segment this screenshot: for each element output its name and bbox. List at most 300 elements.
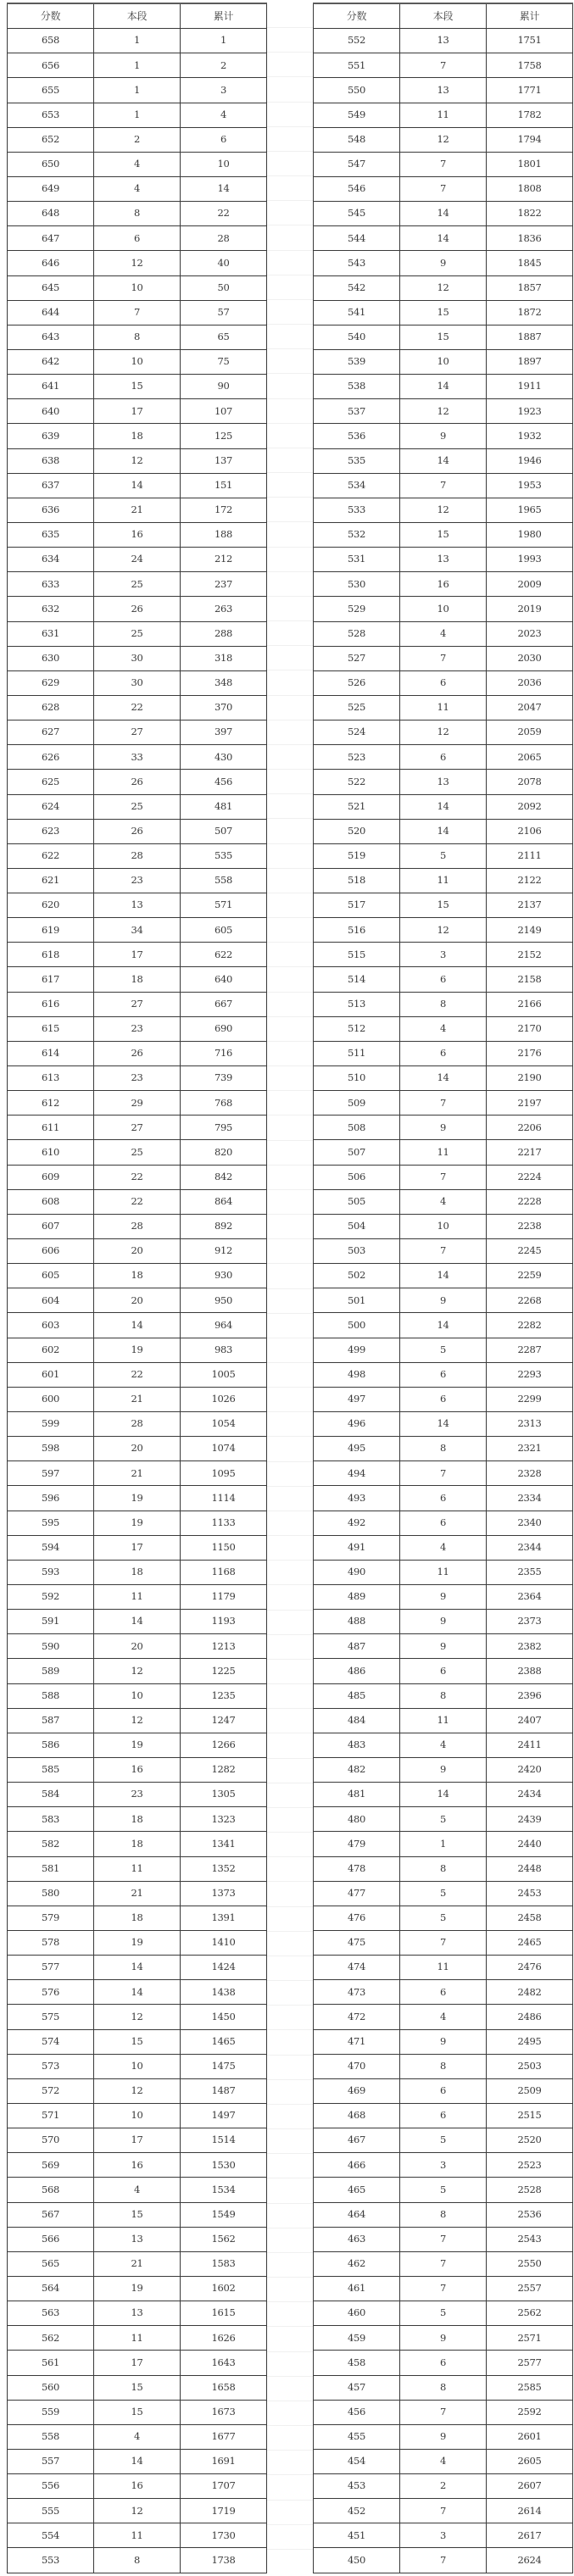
cell-segment-count: 17 <box>94 2128 181 2153</box>
cell-cumulative: 2509 <box>487 2078 573 2103</box>
cell-cumulative: 1953 <box>487 473 573 498</box>
cell-score: 644 <box>8 300 94 325</box>
gap-divider <box>265 1115 313 1116</box>
cell-cumulative: 288 <box>181 621 267 646</box>
cell-segment-count: 20 <box>94 1634 181 1659</box>
cell-segment-count: 16 <box>94 522 181 547</box>
cell-cumulative: 2562 <box>487 2301 573 2326</box>
table-row <box>8 2153 267 2178</box>
cell-cumulative: 1534 <box>181 2178 267 2202</box>
table-row <box>8 103 267 127</box>
cell-segment-count: 25 <box>94 1140 181 1165</box>
cell-segment-count: 21 <box>94 2251 181 2276</box>
cell-score: 591 <box>8 1610 94 1634</box>
cell-segment-count: 14 <box>400 819 487 843</box>
table-row <box>314 2276 573 2301</box>
cell-score: 601 <box>8 1362 94 1387</box>
cell-segment-count: 7 <box>400 2276 487 2301</box>
table-row <box>8 2375 267 2400</box>
cell-score: 489 <box>314 1585 400 1610</box>
cell-cumulative: 1615 <box>181 2301 267 2326</box>
cell-score: 560 <box>8 2375 94 2400</box>
cell-cumulative: 667 <box>181 992 267 1016</box>
cell-cumulative: 2340 <box>487 1511 573 1535</box>
table-row <box>8 2227 267 2251</box>
cell-cumulative: 716 <box>181 1041 267 1065</box>
cell-cumulative: 2078 <box>487 770 573 794</box>
cell-score: 510 <box>314 1066 400 1091</box>
table-row <box>314 1856 573 1881</box>
cell-cumulative: 2571 <box>487 2326 573 2351</box>
table-row <box>314 1437 573 1461</box>
cell-segment-count: 6 <box>400 1362 487 1387</box>
cell-segment-count: 23 <box>94 1016 181 1041</box>
table-row <box>314 572 573 597</box>
cell-score: 546 <box>314 176 400 201</box>
table-row <box>8 2499 267 2523</box>
cell-segment-count: 14 <box>400 1264 487 1288</box>
cell-segment-count: 33 <box>94 745 181 770</box>
cell-segment-count: 9 <box>400 1116 487 1140</box>
gap-divider <box>265 868 313 869</box>
gap-divider <box>265 2203 313 2204</box>
gap-divider <box>265 1708 313 1709</box>
cell-score: 485 <box>314 1683 400 1708</box>
cell-score: 652 <box>8 127 94 152</box>
cell-cumulative: 1475 <box>181 2054 267 2078</box>
column-header-score: 分数 <box>314 3 400 29</box>
gap-divider <box>265 2351 313 2352</box>
cell-segment-count: 6 <box>400 1486 487 1511</box>
cell-score: 556 <box>8 2474 94 2499</box>
cell-score: 516 <box>314 918 400 943</box>
cell-score: 559 <box>8 2400 94 2424</box>
table-row <box>314 1116 573 1140</box>
gap-divider <box>265 175 313 176</box>
cell-cumulative: 2520 <box>487 2128 573 2153</box>
cell-segment-count: 21 <box>94 1461 181 1486</box>
cell-cumulative: 1424 <box>181 1956 267 1980</box>
cell-score: 481 <box>314 1783 400 1807</box>
table-row <box>8 1041 267 1065</box>
cell-score: 586 <box>8 1733 94 1757</box>
cell-cumulative: 1677 <box>181 2424 267 2449</box>
cell-cumulative: 2486 <box>487 2005 573 2029</box>
cell-score: 551 <box>314 53 400 78</box>
cell-cumulative: 1872 <box>487 300 573 325</box>
cell-segment-count: 1 <box>400 1832 487 1856</box>
cell-score: 487 <box>314 1634 400 1659</box>
table-row <box>314 1511 573 1535</box>
table-row <box>314 1313 573 1338</box>
cell-score: 610 <box>8 1140 94 1165</box>
cell-score: 570 <box>8 2128 94 2153</box>
cell-segment-count: 21 <box>94 1387 181 1411</box>
cell-segment-count: 21 <box>94 498 181 522</box>
cell-segment-count: 6 <box>400 2103 487 2128</box>
cell-segment-count: 13 <box>94 2227 181 2251</box>
cell-cumulative: 1282 <box>181 1757 267 1782</box>
gap-divider <box>265 1906 313 1907</box>
cell-cumulative: 2065 <box>487 745 573 770</box>
cell-segment-count: 15 <box>400 300 487 325</box>
gap-divider <box>265 1436 313 1437</box>
cell-score: 474 <box>314 1956 400 1980</box>
table-row <box>314 967 573 992</box>
gap-divider <box>265 843 313 844</box>
cell-segment-count: 7 <box>400 1461 487 1486</box>
cell-segment-count: 13 <box>400 770 487 794</box>
cell-cumulative: 212 <box>181 548 267 572</box>
cell-score: 457 <box>314 2375 400 2400</box>
table-row <box>314 2449 573 2473</box>
cell-cumulative: 2420 <box>487 1757 573 1782</box>
table-row <box>8 1980 267 2005</box>
table-row <box>314 2029 573 2054</box>
cell-score: 643 <box>8 325 94 349</box>
gap-divider <box>265 1090 313 1091</box>
cell-segment-count: 13 <box>400 78 487 103</box>
table-row <box>8 300 267 325</box>
cell-segment-count: 9 <box>400 1610 487 1634</box>
cell-segment-count: 9 <box>400 2424 487 2449</box>
cell-segment-count: 10 <box>94 1683 181 1708</box>
gap-divider <box>265 1288 313 1289</box>
gap-divider <box>265 992 313 993</box>
cell-cumulative: 2197 <box>487 1091 573 1116</box>
cell-segment-count: 11 <box>94 1856 181 1881</box>
cell-segment-count: 1 <box>94 29 181 53</box>
table-row <box>8 1560 267 1584</box>
cell-score: 460 <box>314 2301 400 2326</box>
cell-segment-count: 25 <box>94 621 181 646</box>
table-row <box>314 78 573 103</box>
table-row <box>314 868 573 893</box>
cell-score: 484 <box>314 1708 400 1733</box>
cell-score: 456 <box>314 2400 400 2424</box>
cell-score: 609 <box>8 1165 94 1189</box>
table-row <box>314 1659 573 1683</box>
cell-score: 625 <box>8 770 94 794</box>
table-row <box>8 1683 267 1708</box>
cell-cumulative: 795 <box>181 1116 267 1140</box>
table-row <box>314 2326 573 2351</box>
cell-cumulative: 1133 <box>181 1511 267 1535</box>
cell-cumulative: 1373 <box>181 1881 267 1906</box>
cell-score: 603 <box>8 1313 94 1338</box>
gap-divider <box>265 571 313 572</box>
cell-segment-count: 14 <box>400 794 487 819</box>
gap-divider <box>265 1758 313 1759</box>
table-row <box>8 819 267 843</box>
cell-cumulative: 1673 <box>181 2400 267 2424</box>
cell-score: 518 <box>314 868 400 893</box>
cell-cumulative: 1305 <box>181 1783 267 1807</box>
table-row <box>8 152 267 176</box>
cell-segment-count: 8 <box>400 1856 487 1881</box>
cell-segment-count: 25 <box>94 794 181 819</box>
cell-segment-count: 7 <box>400 1165 487 1189</box>
cell-score: 504 <box>314 1214 400 1238</box>
table-row <box>8 1585 267 1610</box>
cell-segment-count: 27 <box>94 721 181 745</box>
gap-divider <box>265 1214 313 1215</box>
cell-segment-count: 9 <box>400 251 487 275</box>
cell-segment-count: 6 <box>400 745 487 770</box>
table-row <box>314 275 573 300</box>
gap-divider <box>265 1807 313 1808</box>
table-row <box>314 1585 573 1610</box>
cell-score: 642 <box>8 349 94 374</box>
cell-segment-count: 18 <box>94 424 181 448</box>
cell-cumulative: 1266 <box>181 1733 267 1757</box>
cell-segment-count: 3 <box>400 943 487 967</box>
cell-cumulative: 2523 <box>487 2153 573 2178</box>
table-row <box>314 1288 573 1313</box>
cell-segment-count: 28 <box>94 843 181 868</box>
cell-cumulative: 1150 <box>181 1535 267 1560</box>
cell-score: 468 <box>314 2103 400 2128</box>
table-row <box>314 424 573 448</box>
cell-score: 533 <box>314 498 400 522</box>
table-row <box>8 745 267 770</box>
cell-cumulative: 2617 <box>487 2523 573 2548</box>
table-row <box>8 572 267 597</box>
cell-score: 517 <box>314 893 400 918</box>
cell-score: 628 <box>8 695 94 720</box>
gap-divider <box>265 373 313 374</box>
cell-score: 491 <box>314 1535 400 1560</box>
cell-cumulative: 2382 <box>487 1634 573 1659</box>
cell-score: 649 <box>8 176 94 201</box>
cell-segment-count: 9 <box>400 1757 487 1782</box>
cell-cumulative: 1845 <box>487 251 573 275</box>
table-row <box>8 2103 267 2128</box>
gap-divider <box>265 27 313 28</box>
table-row <box>314 2301 573 2326</box>
table-row <box>314 202 573 226</box>
cell-score: 634 <box>8 548 94 572</box>
cell-segment-count: 7 <box>400 1930 487 1955</box>
cell-score: 566 <box>8 2227 94 2251</box>
cell-cumulative: 1808 <box>487 176 573 201</box>
cell-segment-count: 13 <box>400 29 487 53</box>
cell-score: 494 <box>314 1461 400 1486</box>
table-row <box>8 375 267 399</box>
cell-cumulative: 1193 <box>181 1610 267 1634</box>
table-row <box>8 1016 267 1041</box>
table-row <box>8 29 267 53</box>
cell-segment-count: 11 <box>94 1585 181 1610</box>
cell-cumulative: 151 <box>181 473 267 498</box>
cell-segment-count: 6 <box>400 967 487 992</box>
gap-divider <box>265 1041 313 1042</box>
cell-segment-count: 4 <box>400 621 487 646</box>
cell-segment-count: 14 <box>94 1610 181 1634</box>
cell-segment-count: 11 <box>400 1708 487 1733</box>
gap-divider <box>265 1610 313 1611</box>
table-row <box>8 843 267 868</box>
cell-segment-count: 7 <box>400 176 487 201</box>
cell-segment-count: 11 <box>400 1140 487 1165</box>
cell-cumulative: 2009 <box>487 572 573 597</box>
table-row <box>8 1856 267 1881</box>
cell-cumulative: 864 <box>181 1189 267 1214</box>
cell-cumulative: 2592 <box>487 2400 573 2424</box>
cell-score: 600 <box>8 1387 94 1411</box>
table-row <box>314 1140 573 1165</box>
cell-score: 622 <box>8 843 94 868</box>
cell-score: 611 <box>8 1116 94 1140</box>
gap-divider <box>265 645 313 646</box>
cell-cumulative: 2458 <box>487 1906 573 1930</box>
cell-cumulative: 2585 <box>487 2375 573 2400</box>
cell-score: 455 <box>314 2424 400 2449</box>
cell-cumulative: 2158 <box>487 967 573 992</box>
cell-cumulative: 1707 <box>181 2474 267 2499</box>
cell-cumulative: 2503 <box>487 2054 573 2078</box>
cell-cumulative: 2528 <box>487 2178 573 2202</box>
table-row <box>314 2078 573 2103</box>
cell-cumulative: 2434 <box>487 1783 573 1807</box>
cell-score: 550 <box>314 78 400 103</box>
cell-score: 471 <box>314 2029 400 2054</box>
cell-segment-count: 14 <box>94 1313 181 1338</box>
table-row <box>8 794 267 819</box>
cell-cumulative: 1583 <box>181 2251 267 2276</box>
table-row <box>314 621 573 646</box>
cell-cumulative: 1562 <box>181 2227 267 2251</box>
cell-score: 554 <box>8 2523 94 2548</box>
cell-cumulative: 2453 <box>487 1881 573 1906</box>
table-row <box>314 127 573 152</box>
cell-score: 621 <box>8 868 94 893</box>
table-row <box>314 2499 573 2523</box>
gap-divider <box>265 793 313 794</box>
cell-score: 557 <box>8 2449 94 2473</box>
cell-score: 541 <box>314 300 400 325</box>
cell-score: 585 <box>8 1757 94 1782</box>
cell-cumulative: 456 <box>181 770 267 794</box>
cell-cumulative: 1213 <box>181 1634 267 1659</box>
table-row <box>8 721 267 745</box>
cell-segment-count: 14 <box>94 473 181 498</box>
gap-divider <box>265 720 313 721</box>
cell-cumulative: 2282 <box>487 1313 573 1338</box>
cell-segment-count: 20 <box>94 1437 181 1461</box>
cell-cumulative: 930 <box>181 1264 267 1288</box>
cell-score: 461 <box>314 2276 400 2301</box>
cell-cumulative: 1391 <box>181 1906 267 1930</box>
cell-cumulative: 2228 <box>487 1189 573 1214</box>
gap-divider <box>265 497 313 498</box>
cell-score: 633 <box>8 572 94 597</box>
cell-score: 498 <box>314 1362 400 1387</box>
table-row <box>8 2400 267 2424</box>
table-row <box>314 1708 573 1733</box>
cell-score: 615 <box>8 1016 94 1041</box>
cell-segment-count: 6 <box>400 1659 487 1683</box>
cell-segment-count: 19 <box>94 2276 181 2301</box>
cell-segment-count: 9 <box>400 424 487 448</box>
cell-score: 581 <box>8 1856 94 1881</box>
cell-segment-count: 17 <box>94 2351 181 2375</box>
cell-segment-count: 26 <box>94 597 181 621</box>
cell-cumulative: 481 <box>181 794 267 819</box>
cell-score: 505 <box>314 1189 400 1214</box>
cell-segment-count: 14 <box>400 1783 487 1807</box>
table-row <box>8 992 267 1016</box>
cell-score: 562 <box>8 2326 94 2351</box>
gap-divider <box>265 151 313 152</box>
cell-segment-count: 11 <box>400 1560 487 1584</box>
cell-cumulative: 1095 <box>181 1461 267 1486</box>
gap-divider <box>265 818 313 819</box>
gap-divider <box>265 1313 313 1314</box>
cell-score: 576 <box>8 1980 94 2005</box>
cell-segment-count: 18 <box>94 1264 181 1288</box>
gap-divider <box>265 1584 313 1585</box>
cell-score: 500 <box>314 1313 400 1338</box>
cell-score: 638 <box>8 448 94 473</box>
cell-cumulative: 1658 <box>181 2375 267 2400</box>
cell-score: 606 <box>8 1239 94 1264</box>
cell-cumulative: 1450 <box>181 2005 267 2029</box>
cell-score: 480 <box>314 1807 400 1832</box>
cell-score: 637 <box>8 473 94 498</box>
cell-cumulative: 892 <box>181 1214 267 1238</box>
cell-cumulative: 605 <box>181 918 267 943</box>
cell-score: 545 <box>314 202 400 226</box>
cell-score: 618 <box>8 943 94 967</box>
cell-cumulative: 2557 <box>487 2276 573 2301</box>
cell-cumulative: 90 <box>181 375 267 399</box>
cell-score: 646 <box>8 251 94 275</box>
cell-score: 624 <box>8 794 94 819</box>
cell-segment-count: 20 <box>94 1288 181 1313</box>
cell-segment-count: 27 <box>94 1116 181 1140</box>
cell-score: 620 <box>8 893 94 918</box>
table-row <box>314 152 573 176</box>
cell-cumulative: 983 <box>181 1338 267 1362</box>
cell-score: 544 <box>314 226 400 251</box>
cell-score: 454 <box>314 2449 400 2473</box>
table-row <box>8 918 267 943</box>
table-row <box>314 2202 573 2227</box>
cell-score: 641 <box>8 375 94 399</box>
cell-cumulative: 50 <box>181 275 267 300</box>
table-row <box>314 103 573 127</box>
table-row <box>314 399 573 424</box>
cell-score: 462 <box>314 2251 400 2276</box>
cell-score: 525 <box>314 695 400 720</box>
cell-score: 630 <box>8 646 94 670</box>
cell-cumulative: 2106 <box>487 819 573 843</box>
cell-score: 512 <box>314 1016 400 1041</box>
cell-score: 459 <box>314 2326 400 2351</box>
cell-score: 558 <box>8 2424 94 2449</box>
cell-cumulative: 2607 <box>487 2474 573 2499</box>
table-row <box>314 1980 573 2005</box>
table-row <box>8 349 267 374</box>
cell-segment-count: 12 <box>400 721 487 745</box>
cell-cumulative: 2217 <box>487 1140 573 1165</box>
gap-divider <box>265 250 313 251</box>
table-row <box>314 473 573 498</box>
cell-score: 575 <box>8 2005 94 2029</box>
cell-score: 596 <box>8 1486 94 1511</box>
cell-score: 520 <box>314 819 400 843</box>
